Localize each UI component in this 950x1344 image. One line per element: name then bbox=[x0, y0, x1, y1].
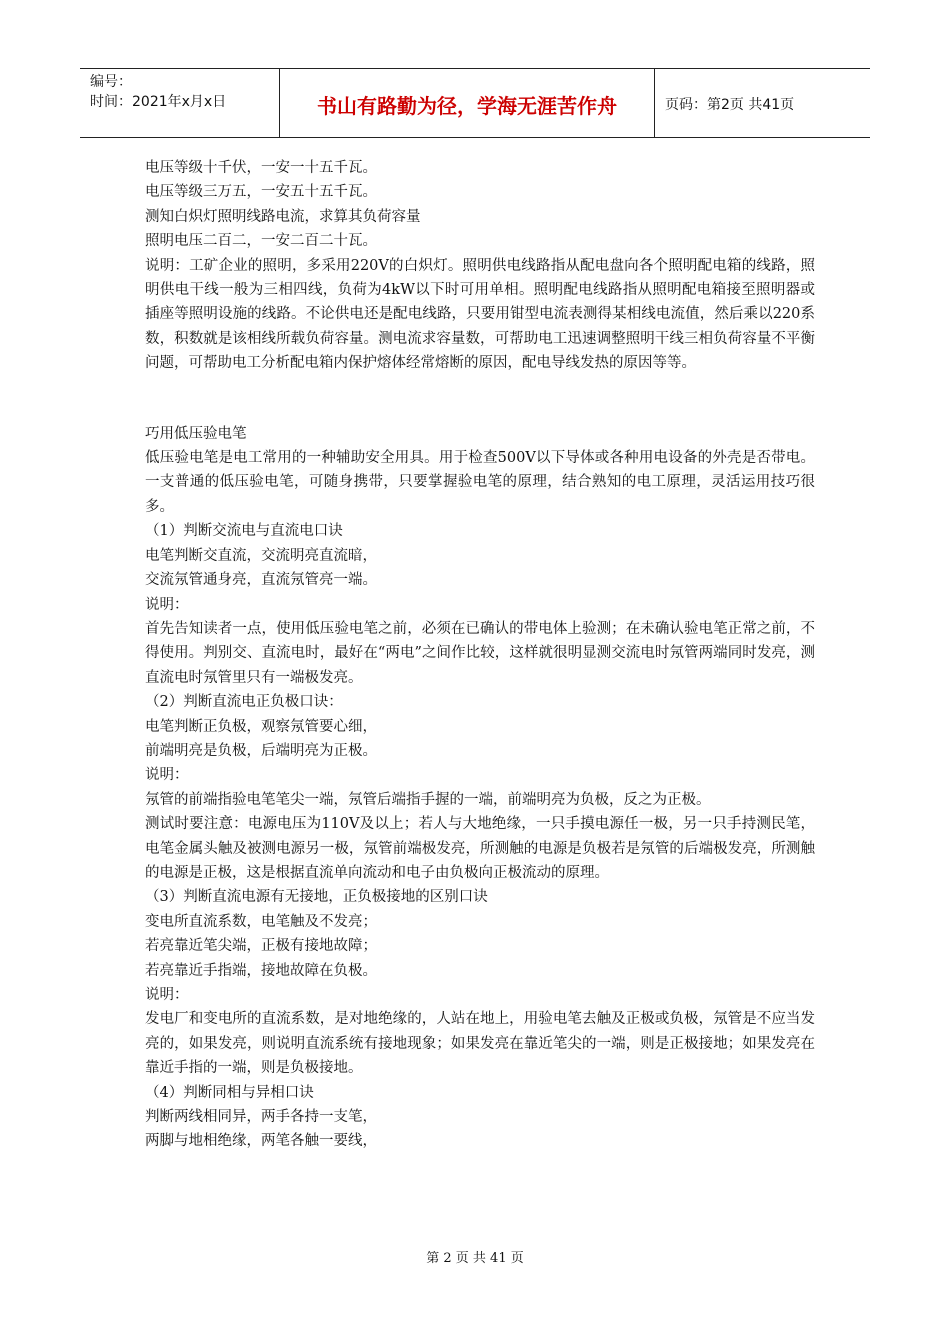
note-label: 说明： bbox=[145, 596, 189, 613]
verse-line: 若亮靠近手指端，接地故障在负极。 bbox=[145, 962, 377, 979]
paragraph: 低压验电笔是电工常用的一种辅助安全用具。用于检查500V以下导体或各种用电设备的外壳是否带电。一支普通的低压验电笔，可随身携带，只要掌握验电笔的原理，结合熟知的电工原理，灵活运用技巧很多。 bbox=[145, 450, 815, 515]
subsection-title: （2）判断直流电正负极口诀： bbox=[145, 694, 343, 711]
verse-line: 电笔判断交直流，交流明亮直流暗， bbox=[145, 547, 377, 564]
subsection-title: （3）判断直流电源有无接地，正负极接地的区别口诀 bbox=[145, 889, 488, 906]
note-label: 说明： bbox=[145, 767, 189, 784]
paragraph: 测试时要注意：电源电压为110V及以上；若人与大地绝缘，一只手摸电源任一极，另一只手持测民笔，电笔金属头触及被测电源另一极，氖管前端极发亮，所测触的电源是负极若是氖管的后端极发亮，所测触的电源是正极，这是根据直流单向流动和电子由负极向正极流动的原理。 bbox=[145, 816, 815, 881]
paragraph: 发电厂和变电所的直流系数，是对地绝缘的，人站在地上，用验电笔去触及正极或负极，氖管是不应当发亮的，如果发亮，则说明直流系统有接地现象；如果发亮在靠近笔尖的一端，则是正极接地；如果发亮在靠近手指的一端，则是负极接地。 bbox=[145, 1011, 815, 1077]
paragraph: 首先告知读者一点，使用低压验电笔之前，必须在已确认的带电体上验测；在未确认验电笔正常之前，不得使用。判别交、直流电时，最好在“两电”之间作比较，这样就很明显测交流电时氖管两端同时发亮，测直流电时氖管里只有一端极发亮。 bbox=[145, 620, 815, 686]
verse-line: 交流氖管通身亮，直流氖管亮一端。 bbox=[145, 572, 377, 589]
verse-line: 变电所直流系数，电笔触及不发亮； bbox=[145, 913, 377, 930]
page-footer: 第 2 页 共 41 页 bbox=[426, 1251, 524, 1266]
text-line: 电压等级十千伏，一安一十五千瓦。 bbox=[145, 160, 377, 176]
text-line: 电压等级三万五，一安五十五千瓦。 bbox=[145, 184, 377, 201]
paragraph: 氖管的前端指验电笔笔尖一端，氖管后端指手握的一端，前端明亮为负极，反之为正极。 bbox=[145, 791, 711, 808]
text-line: 照明电压二百二，一安二百二十瓦。 bbox=[145, 233, 377, 250]
text-line: 测知白炽灯照明线路电流，求算其负荷容量 bbox=[145, 208, 421, 225]
verse-line: 若亮靠近笔尖端，正极有接地故障； bbox=[145, 938, 377, 955]
section-title: 巧用低压验电笔 bbox=[145, 425, 247, 442]
page-header bbox=[80, 68, 870, 138]
verse-line: 电笔判断正负极，观察氖管要心细， bbox=[145, 718, 377, 735]
verse-line: 判断两线相同异，两手各持一支笔， bbox=[145, 1109, 377, 1126]
document-body bbox=[145, 156, 815, 1154]
header-motto: 书山有路勤为径，学海无涯苦作舟 bbox=[280, 69, 655, 137]
doc-date: 时间：2021年x月x日 bbox=[90, 94, 227, 110]
note-label: 说明： bbox=[145, 987, 189, 1003]
header-page-info: 页码：第2页 共41页 bbox=[665, 97, 795, 113]
header-meta bbox=[80, 69, 280, 137]
verse-line: 两脚与地相绝缘，两笔各触一要线， bbox=[145, 1133, 377, 1150]
subsection-title: （1）判断交流电与直流电口诀 bbox=[145, 523, 343, 540]
paragraph: 说明：工矿企业的照明，多采用220V的白炽灯。照明供电线路指从配电盘向各个照明配电箱的线路，照明供电干线一般为三相四线，负荷为4kW以下时可用单相。照明配电线路指从照明配电箱接至照明器或插座等照明设施的线路。不论供电还是配电线路，只要用钳型电流表测得某相线电流值，然后乘以220系数，积数就是该相线所载负荷容量。测电流求容量数，可帮助电工迅速调整照明干线三相负荷容量不平衡问题，可帮助电工分析配电箱内保护熔体经常熔断的原因，配电导线发热的原因等等。 bbox=[145, 257, 815, 372]
verse-line: 前端明亮是负极，后端明亮为正极。 bbox=[145, 742, 377, 759]
spacer bbox=[145, 376, 815, 422]
doc-number-label: 编号： bbox=[90, 74, 132, 90]
subsection-title: （4）判断同相与异相口诀 bbox=[145, 1084, 314, 1101]
